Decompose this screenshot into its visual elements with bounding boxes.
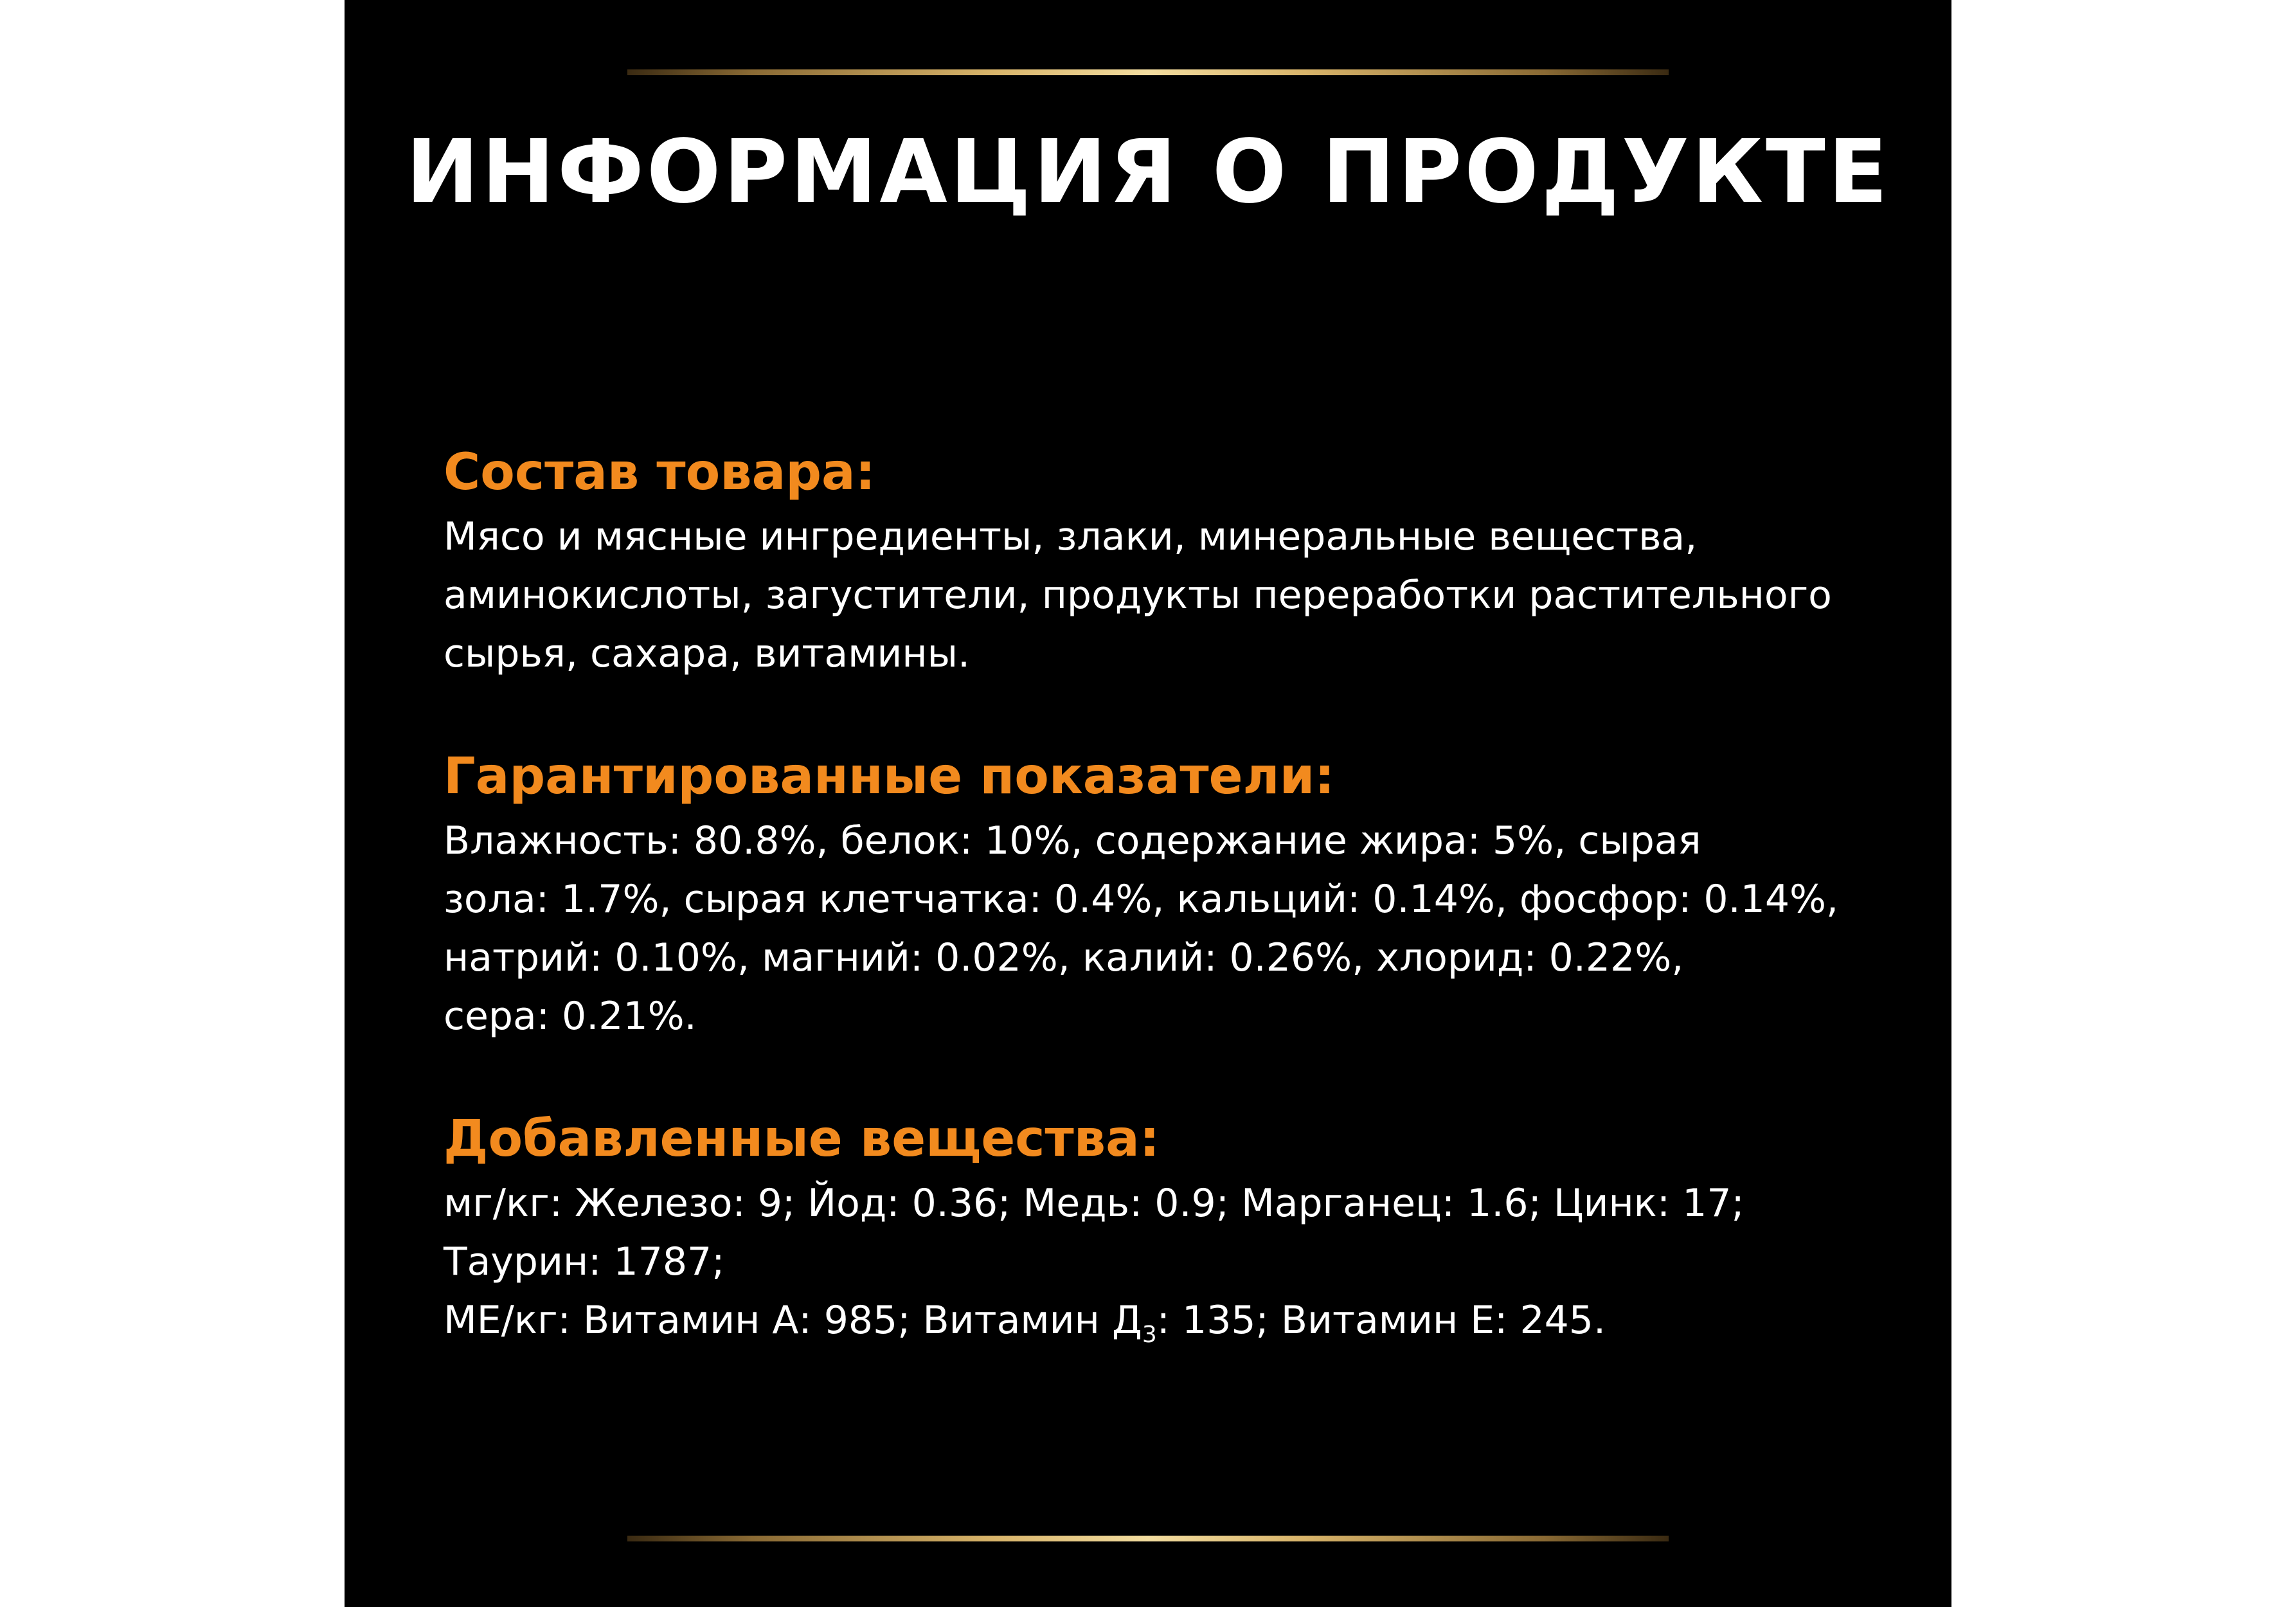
vitamins-text-start: МЕ/кг: Витамин А: 985; Витамин Д: [444, 1298, 1142, 1343]
composition-heading: Состав товара:: [444, 444, 875, 501]
guaranteed-line: натрий: 0.10%, магний: 0.02%, калий: 0.26%, хлорид: 0.22%,: [444, 935, 1684, 980]
composition-section: [444, 437, 1858, 683]
guaranteed-line: зола: 1.7%, сырая клетчатка: 0.4%, кальций: 0.14%, фосфор: 0.14%,: [444, 877, 1839, 922]
guaranteed-section: [444, 741, 1858, 1046]
additives-vitamins-line: [444, 1291, 1858, 1350]
guaranteed-line: Влажность: 80.8%, белок: 10%, содержание жира: 5%, сырая: [444, 818, 1701, 863]
vitamins-text-end: : 135; Витамин Е: 245.: [1156, 1298, 1606, 1343]
vitamin-d-subscript: 3: [1142, 1322, 1157, 1348]
composition-line: Мясо и мясные ингредиенты, злаки, минеральные вещества,: [444, 514, 1698, 559]
additives-line: мг/кг: Железо: 9; Йод: 0.36; Медь: 0.9; Марганец: 1.6; Цинк: 17;: [444, 1181, 1744, 1226]
info-content: [444, 437, 1858, 1350]
guaranteed-heading: Гарантированные показатели:: [444, 748, 1335, 805]
additives-section: [444, 1104, 1858, 1350]
composition-line: сырья, сахара, витамины.: [444, 631, 971, 676]
additives-heading: Добавленные вещества:: [444, 1110, 1160, 1168]
composition-line: аминокислоты, загустители, продукты переработки растительного: [444, 573, 1832, 618]
top-divider: [627, 69, 1669, 75]
guaranteed-line: сера: 0.21%.: [444, 994, 697, 1039]
page-title: ИНФОРМАЦИЯ О ПРОДУКТЕ: [406, 121, 1890, 223]
product-info-panel: [345, 0, 1951, 1607]
bottom-divider: [627, 1536, 1669, 1541]
additives-line: Таурин: 1787;: [444, 1239, 725, 1284]
